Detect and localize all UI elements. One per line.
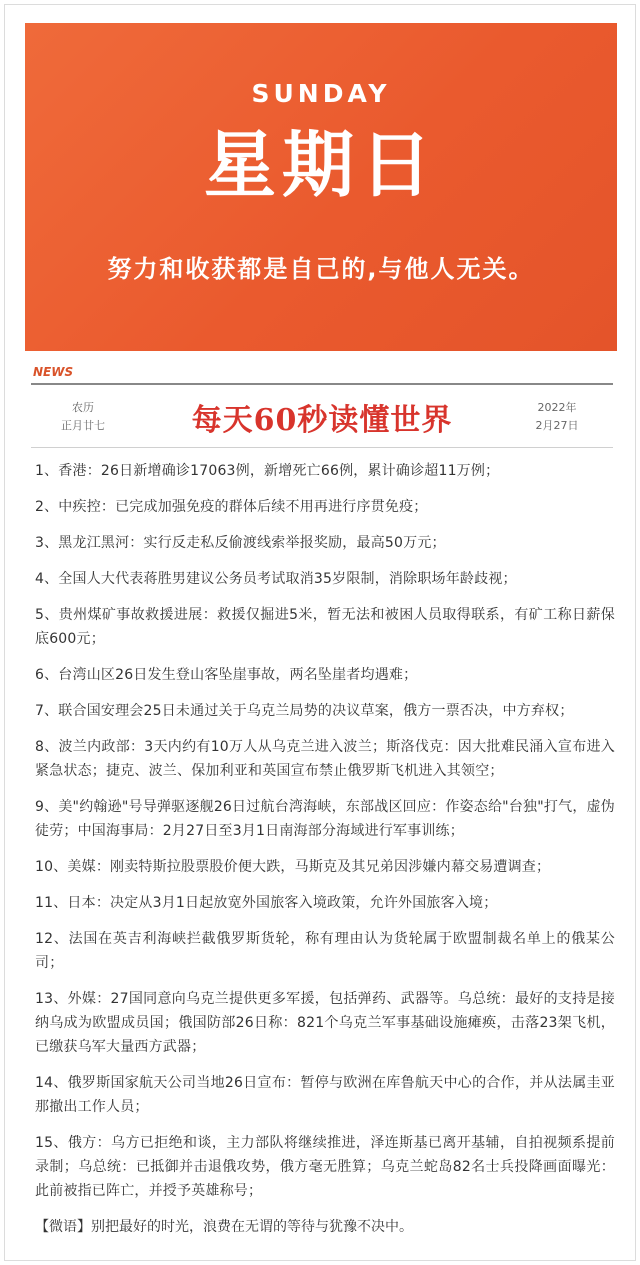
news-card: [4, 4, 636, 1261]
news-item: 15、俄方：乌方已拒绝和谈，主力部队将继续推进，泽连斯基已离开基辅，自拍视频系提前录制；乌总统：已抵御并击退俄攻势，俄方毫无胜算；乌克兰蛇岛82名士兵投降画面曝光：此前被指已阵亡，并授予英雄称号；: [35, 1135, 615, 1199]
news-item: 9、美"约翰逊"号导弹驱逐舰26日过航台湾海峡，东部战区回应：作姿态给"台独"打气，虚伪徒劳；中国海事局：2月27日至3月1日南海部分海域进行军事训练；: [35, 799, 615, 839]
lunar-date: 正月廿七: [61, 419, 105, 432]
news-item: 3、黑龙江黑河：实行反走私反偷渡线索举报奖励，最高50万元；: [35, 535, 446, 551]
news-item: 2、中疾控：已完成加强免疫的群体后续不用再进行序贯免疫；: [35, 499, 428, 515]
news-list: [35, 459, 615, 1239]
news-item: 1、香港：26日新增确诊17063例，新增死亡66例，累计确诊超11万例；: [35, 463, 500, 479]
masthead-title: 每天60秒读懂世界: [191, 403, 453, 438]
banner-motto: 努力和收获都是自己的,与他人无关。: [107, 255, 535, 283]
date: 2月27日: [535, 419, 579, 432]
daily-quote: 【微语】别把最好的时光，浪费在无谓的等待与犹豫不决中。: [35, 1219, 413, 1235]
news-item: 11、日本：决定从3月1日起放宽外国旅客入境政策，允许外国旅客入境；: [35, 895, 498, 911]
news-tag: NEWS: [33, 365, 74, 379]
gregorian-date-block: [517, 399, 597, 435]
news-item: 7、联合国安理会25日未通过关于乌克兰局势的决议草案，俄方一票否决，中方弃权；: [35, 703, 574, 719]
header-divider-thin: [31, 447, 613, 448]
news-item: 4、全国人大代表蒋胜男建议公务员考试取消35岁限制，消除职场年龄歧视；: [35, 571, 517, 587]
news-item: 14、俄罗斯国家航天公司当地26日宣布：暂停与欧洲在库鲁航天中心的合作，并从法属圭亚那撤出工作人员；: [35, 1075, 615, 1115]
year: 2022年: [537, 401, 577, 414]
lunar-label: 农历: [72, 401, 94, 414]
weekday-chinese: 星期日: [203, 123, 438, 207]
weekday-english: SUNDAY: [251, 79, 391, 108]
news-item: 5、贵州煤矿事故救援进展：救援仅掘进5米，暂无法和被困人员取得联系，有矿工称日薪保底600元；: [35, 607, 615, 647]
news-item: 12、法国在英吉利海峡拦截俄罗斯货轮，称有理由认为货轮属于欧盟制裁名单上的俄某公司；: [35, 931, 615, 971]
masthead-row: [31, 385, 613, 449]
weekday-banner: [25, 23, 617, 351]
news-item: 8、波兰内政部：3天内约有10万人从乌克兰进入波兰；斯洛伐克：因大批难民涌入宣布进入紧急状态；捷克、波兰、保加利亚和英国宣布禁止俄罗斯飞机进入其领空；: [35, 739, 615, 779]
news-item: 10、美媒：刚卖特斯拉股票股价便大跌，马斯克及其兄弟因涉嫌内幕交易遭调查；: [35, 859, 551, 875]
news-item: 13、外媒：27国同意向乌克兰提供更多军援，包括弹药、武器等。乌总统：最好的支持是接纳乌成为欧盟成员国；俄国防部26日称：821个乌克兰军事基础设施瘫痪，击落23架飞机，已缴获乌军大量西方武器；: [35, 991, 615, 1055]
news-item: 6、台湾山区26日发生登山客坠崖事故，两名坠崖者均遇难；: [35, 667, 418, 683]
